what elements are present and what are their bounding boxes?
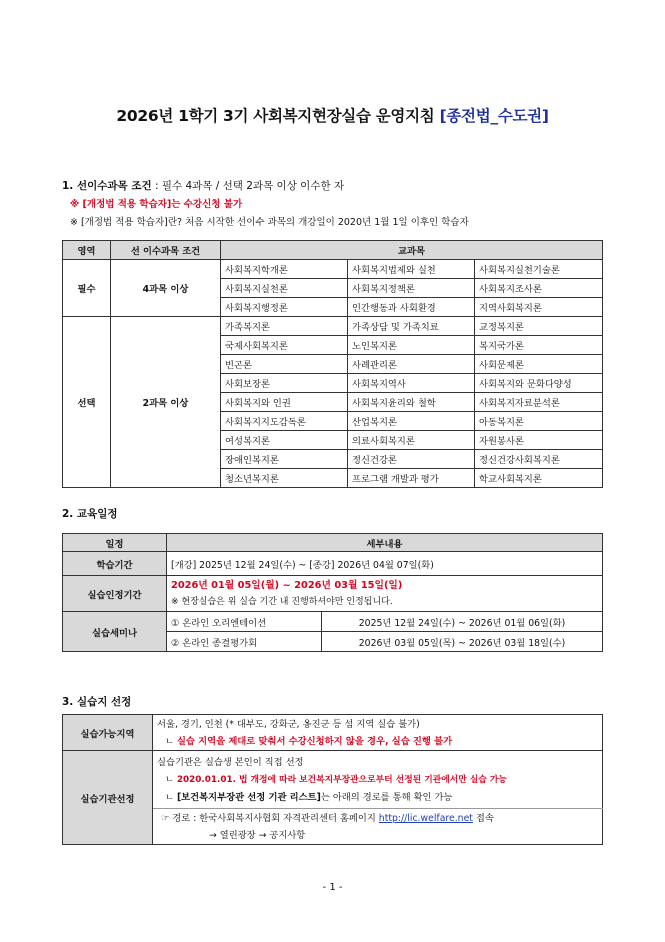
course-cell: 사례관리론 — [348, 355, 475, 374]
course-cell: 장애인복지론 — [221, 450, 348, 469]
course-cell: 학교사회복지론 — [475, 469, 603, 488]
title-main: 2026년 1학기 3기 사회복지현장실습 운영지침 — [116, 107, 435, 125]
document-title — [0, 104, 665, 126]
region-cell — [153, 715, 603, 751]
course-cell: 정신건강사회복지론 — [475, 450, 603, 469]
seminar-item-2-name: ② 온라인 종결평가회 — [167, 632, 322, 652]
seminar-item-1-date: 2025년 12월 24일(수) ~ 2026년 01월 06일(화) — [322, 612, 603, 632]
course-cell: 국제사회복지론 — [221, 336, 348, 355]
course-cell: 빈곤론 — [221, 355, 348, 374]
seminar-label: 실습세미나 — [63, 612, 167, 652]
course-cell: 청소년복지론 — [221, 469, 348, 488]
region-label: 실습가능지역 — [63, 715, 153, 751]
page-number: - 1 - — [322, 882, 343, 893]
institution-label: 실습기관선정 — [63, 751, 153, 845]
seminar-item-2-date: 2026년 03월 05일(목) ~ 2026년 03월 18일(수) — [322, 632, 603, 652]
institution-line3-bold: [보건복지부장관 선정 기관 리스트] — [176, 791, 321, 803]
course-cell: 복지국가론 — [475, 336, 603, 355]
elective-area: 선택 — [63, 317, 111, 488]
course-cell: 아동복지론 — [475, 412, 603, 431]
practice-period-value: 2026년 01월 05일(월) ~ 2026년 03월 15일(일) — [171, 579, 403, 591]
course-cell: 사회복지역사 — [348, 374, 475, 393]
title-accent: [종전법_수도권] — [439, 107, 549, 125]
course-cell: 의료사회복지론 — [348, 431, 475, 450]
course-cell: 사회복지조사론 — [475, 279, 603, 298]
region-line2-text: 실습 지역을 제대로 맞춰서 수강신청하지 않을 경우, 실습 진행 불가 — [176, 735, 453, 747]
institution-cell — [153, 751, 603, 809]
header-details: 세부내용 — [167, 534, 603, 552]
course-cell: 사회복지실천론 — [221, 279, 348, 298]
course-cell: 사회복지행정론 — [221, 298, 348, 317]
path-line2: → 열린광장 → 공지사항 — [209, 829, 306, 841]
course-cell: 사회복지와 문화다양성 — [475, 374, 603, 393]
course-cell: 사회복지지도감독론 — [221, 412, 348, 431]
course-cell: 사회복지자료분석론 — [475, 393, 603, 412]
region-line2-prefix: ㄴ — [165, 735, 177, 747]
section1-note1 — [70, 196, 242, 210]
header-area: 영역 — [63, 241, 111, 260]
course-cell: 지역사회복지론 — [475, 298, 603, 317]
header-courses: 교과목 — [221, 241, 603, 260]
course-cell: 가족상담 및 가족치료 — [348, 317, 475, 336]
course-cell: 정신건강론 — [348, 450, 475, 469]
institution-line3-prefix: ㄴ — [165, 791, 177, 803]
course-cell: 여성복지론 — [221, 431, 348, 450]
header-schedule: 일정 — [63, 534, 167, 552]
course-cell: 자원봉사론 — [475, 431, 603, 450]
institution-line2-prefix: ㄴ — [165, 773, 177, 785]
prerequisite-table — [62, 240, 603, 488]
course-cell: 사회복지정책론 — [348, 279, 475, 298]
note1-prefix: ※ — [70, 199, 83, 210]
prerequisite-header-row — [63, 241, 603, 260]
section1-heading — [62, 178, 344, 193]
institution-line3 — [157, 789, 598, 806]
institution-line2-text: 2020.01.01. 법 개정에 따라 보건복지부장관으로부터 선정된 기관에서만 실습 가능 — [176, 774, 507, 785]
section2-heading: 2. 교육일정 — [62, 508, 118, 520]
practice-period-note: ※ 현장실습은 위 실습 기간 내 진행하셔야만 인정됩니다. — [171, 596, 393, 607]
seminar-item-1-name: ① 온라인 오리엔테이션 — [167, 612, 322, 632]
elective-condition: 2과목 이상 — [111, 317, 221, 488]
section1-note2: ※ [개정법 적용 학습자]란? 처음 시작한 선이수 과목의 개강일이 2020년 1월 1일 이후인 학습자 — [70, 217, 469, 228]
practice-period-cell — [167, 576, 603, 612]
site-selection-table — [62, 714, 603, 845]
course-cell: 사회복지윤리와 철학 — [348, 393, 475, 412]
required-area: 필수 — [63, 260, 111, 317]
section1-heading-desc: : 필수 4과목 / 선택 2과목 이상 이수한 자 — [151, 180, 345, 192]
elective-row — [63, 317, 603, 336]
course-cell: 사회복지학개론 — [221, 260, 348, 279]
path-cell — [153, 809, 603, 845]
study-period-value: [개강] 2025년 12월 24일(수) ~ [종강] 2026년 04월 07일(화) — [167, 552, 603, 576]
welfare-site-link[interactable]: http://lic.welfare.net — [378, 812, 473, 824]
course-cell: 인간행동과 사회환경 — [348, 298, 475, 317]
course-cell: 사회복지실천기술론 — [475, 260, 603, 279]
practice-period-label: 실습인정기간 — [63, 576, 167, 612]
region-line2 — [157, 733, 598, 750]
course-cell: 산업복지론 — [348, 412, 475, 431]
schedule-table — [62, 533, 603, 652]
course-cell: 사회보장론 — [221, 374, 348, 393]
section3-heading: 3. 실습지 선정 — [62, 696, 132, 708]
course-cell: 교정복지론 — [475, 317, 603, 336]
course-cell: 프로그램 개발과 평가 — [348, 469, 475, 488]
path-line1 — [157, 810, 598, 827]
required-condition: 4과목 이상 — [111, 260, 221, 317]
path-prefix: ☞ 경로 : 한국사회복지사협회 자격관리센터 홈페이지 — [161, 812, 379, 824]
header-condition: 선 이수과목 조건 — [111, 241, 221, 260]
section1-heading-label: 1. 선이수과목 조건 — [62, 180, 152, 192]
course-cell: 가족복지론 — [221, 317, 348, 336]
required-row — [63, 260, 603, 279]
institution-line3-rest: 는 아래의 경로를 통해 확인 가능 — [320, 791, 453, 803]
course-cell: 사회복지법제와 실천 — [348, 260, 475, 279]
institution-line2 — [157, 771, 598, 789]
study-period-label: 학습기간 — [63, 552, 167, 576]
region-line1: 서울, 경기, 인천 (* 대부도, 강화군, 옹진군 등 섬 지역 실습 불가) — [157, 718, 420, 730]
course-cell: 사회복지와 인권 — [221, 393, 348, 412]
course-cell: 사회문제론 — [475, 355, 603, 374]
elective-rows — [63, 317, 603, 488]
course-cell: 노인복지론 — [348, 336, 475, 355]
note1-text: [개정법 적용 학습자]는 수강신청 불가 — [82, 199, 243, 210]
required-rows — [63, 260, 603, 317]
path-suffix: 접속 — [472, 812, 494, 824]
institution-line1: 실습기관은 실습생 본인이 직접 선정 — [157, 756, 304, 768]
